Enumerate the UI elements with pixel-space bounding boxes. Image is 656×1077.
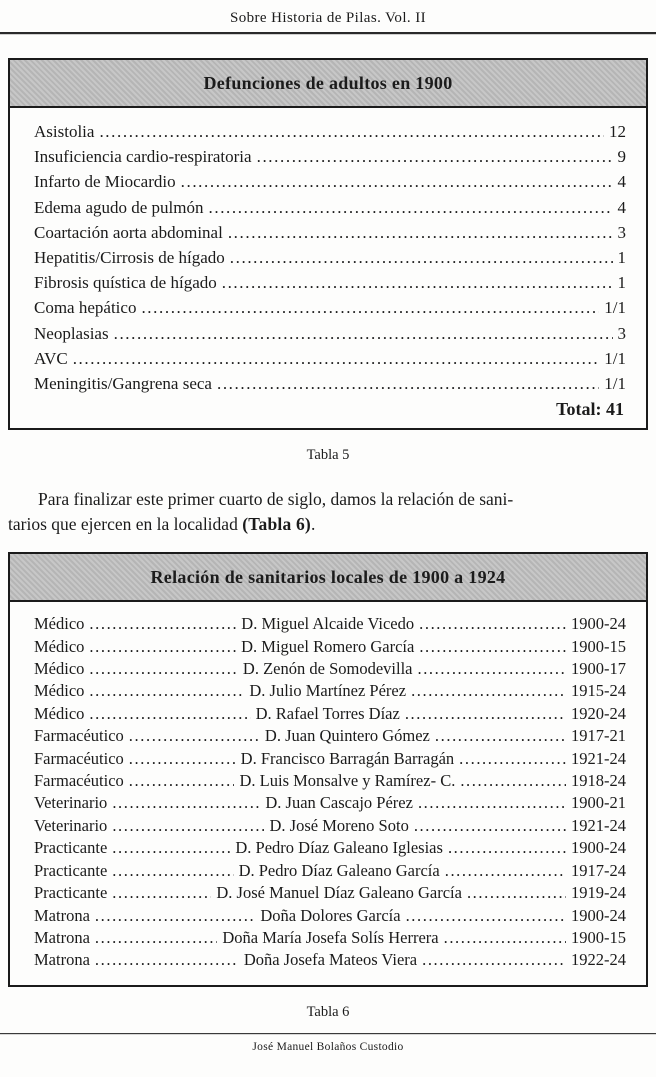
table-row <box>34 882 626 904</box>
page-title: Sobre Historia de Pilas. Vol. II <box>230 10 426 26</box>
years-value: 1917-21 <box>571 726 627 746</box>
role-label: Médico <box>34 636 85 656</box>
person-name: D. Miguel Alcaide Vicedo <box>241 614 415 634</box>
dot-leader <box>435 725 566 747</box>
dot-leader <box>414 815 566 837</box>
role-label: Practicante <box>34 883 108 903</box>
dot-leader <box>89 703 250 725</box>
dot-leader <box>99 119 604 144</box>
table-row <box>34 346 626 371</box>
table5-title-bar <box>10 60 646 108</box>
dot-leader <box>406 905 566 927</box>
dot-leader <box>95 905 255 927</box>
dot-leader <box>112 860 233 882</box>
cause-value: 1 <box>617 273 626 293</box>
person-name: Doña María Josefa Solís Herrera <box>222 927 439 947</box>
role-label: Farmacéutico <box>34 748 124 768</box>
table-row <box>34 905 626 927</box>
person-name: D. Juan Cascajo Pérez <box>265 793 413 813</box>
role-label: Farmacéutico <box>34 771 124 791</box>
dot-leader <box>419 636 566 658</box>
table-row <box>34 636 626 658</box>
years-value: 1920-24 <box>571 703 627 723</box>
table-row <box>34 144 626 169</box>
table5-body <box>10 108 646 428</box>
role-label: Matrona <box>34 905 90 925</box>
table-row <box>34 119 626 144</box>
dot-leader <box>89 658 238 680</box>
table-row <box>34 748 626 770</box>
table-row <box>34 169 626 194</box>
cause-label: Meningitis/Gangrena seca <box>34 374 212 394</box>
dot-leader <box>89 613 236 635</box>
table6-caption: Tabla 6 <box>306 1003 350 1020</box>
years-value: 1900-24 <box>571 614 626 634</box>
table5-box <box>8 58 648 430</box>
table5-title: Defunciones de adultos en 1900 <box>203 73 453 93</box>
page-footer <box>0 1033 656 1077</box>
dot-leader <box>112 792 260 814</box>
role-label: Médico <box>34 703 85 723</box>
role-label: Veterinario <box>34 815 108 835</box>
person-name: D. Luis Monsalve y Ramírez- C. <box>239 771 456 791</box>
dot-leader <box>112 815 264 837</box>
role-label: Farmacéutico <box>34 726 124 746</box>
footer-rule <box>0 1033 656 1034</box>
years-value: 1917-24 <box>571 860 627 880</box>
role-label: Matrona <box>34 927 90 947</box>
cause-value: 4 <box>617 172 626 192</box>
person-name: D. Juan Quintero Gómez <box>264 726 430 746</box>
header-rule <box>0 32 656 34</box>
cause-label: AVC <box>34 348 68 368</box>
role-label: Médico <box>34 681 85 701</box>
table6-title-bar <box>10 554 646 602</box>
cause-value: 1/1 <box>604 374 626 394</box>
dot-leader <box>405 703 566 725</box>
dot-leader <box>181 169 613 194</box>
table-row <box>34 949 626 971</box>
dot-leader <box>129 770 235 792</box>
dot-leader <box>217 371 599 396</box>
table-row <box>34 321 626 346</box>
table-row <box>34 860 626 882</box>
person-name: Doña Josefa Mateos Viera <box>243 950 418 970</box>
person-name: D. Zenón de Somodevilla <box>242 659 413 679</box>
paragraph-line2: tarios que ejercen en la localidad <box>8 514 243 535</box>
person-name: D. José Manuel Díaz Galeano García <box>216 883 462 903</box>
paragraph-table-ref: (Tabla 6) <box>242 514 311 535</box>
table-row <box>34 220 626 245</box>
table-row <box>34 245 626 270</box>
dot-leader <box>73 346 600 371</box>
cause-value: 3 <box>617 222 626 242</box>
years-value: 1919-24 <box>571 883 626 903</box>
table6-body <box>10 602 646 985</box>
dot-leader <box>141 295 599 320</box>
person-name: D. Pedro Díaz Galeano García <box>238 860 440 880</box>
person-name: D. Rafael Torres Díaz <box>255 703 400 723</box>
person-name: D. Francisco Barragán Barragán <box>240 748 455 768</box>
table-row <box>34 725 626 747</box>
table-row <box>34 927 626 949</box>
table-row <box>34 837 626 859</box>
dot-leader <box>89 636 236 658</box>
years-value: 1900-24 <box>571 838 627 858</box>
page-header <box>0 0 656 34</box>
role-label: Practicante <box>34 838 108 858</box>
person-name: D. Julio Martínez Pérez <box>249 681 407 701</box>
dot-leader <box>445 860 566 882</box>
role-label: Practicante <box>34 860 108 880</box>
table-row <box>34 658 626 680</box>
cause-value: 12 <box>609 122 626 141</box>
table-row <box>34 270 626 295</box>
cause-value: 1/1 <box>604 298 626 318</box>
intro-paragraph <box>8 487 646 537</box>
years-value: 1921-24 <box>571 815 626 835</box>
dot-leader <box>257 144 613 169</box>
footer-author: José Manuel Bolaños Custodio <box>252 1041 404 1053</box>
dot-leader <box>129 748 236 770</box>
dot-leader <box>228 220 613 245</box>
cause-value: 4 <box>617 197 626 217</box>
years-value: 1900-21 <box>571 793 627 813</box>
table-row <box>34 815 626 837</box>
total-label: Total: 41 <box>556 399 624 420</box>
table6-box <box>8 552 648 987</box>
table-row <box>34 770 626 792</box>
table-row <box>34 613 626 635</box>
cause-label: Asistolia <box>34 122 95 141</box>
dot-leader <box>418 792 566 814</box>
cause-value: 9 <box>617 147 626 167</box>
years-value: 1922-24 <box>571 950 626 970</box>
cause-label: Coartación aorta abdominal <box>34 222 223 242</box>
table-row <box>34 703 626 725</box>
role-label: Médico <box>34 614 85 634</box>
cause-value: 1/1 <box>604 348 626 368</box>
cause-label: Insuficiencia cardio-respiratoria <box>34 147 252 167</box>
dot-leader <box>417 658 566 680</box>
years-value: 1900-24 <box>571 905 627 925</box>
dot-leader <box>222 270 613 295</box>
dot-leader <box>467 882 566 904</box>
dot-leader <box>459 748 566 770</box>
dot-leader <box>112 882 211 904</box>
cause-label: Coma hepático <box>34 298 137 318</box>
table-row <box>34 371 626 396</box>
years-value: 1918-24 <box>571 771 627 791</box>
role-label: Médico <box>34 659 85 679</box>
paragraph-line1: Para finalizar este primer cuarto de siglo, damos la relación de sani- <box>38 489 514 510</box>
years-value: 1900-17 <box>571 659 626 679</box>
dot-leader <box>411 680 566 702</box>
cause-value: 1 <box>617 248 626 268</box>
cause-value: 3 <box>617 323 626 343</box>
years-value: 1915-24 <box>571 681 627 701</box>
table6-title: Relación de sanitarios locales de 1900 a 1924 <box>150 567 506 588</box>
cause-label: Hepatitis/Cirrosis de hígado <box>34 248 225 268</box>
cause-label: Neoplasias <box>34 323 109 343</box>
dot-leader <box>230 245 613 270</box>
dot-leader <box>422 949 566 971</box>
dot-leader <box>448 837 566 859</box>
person-name: Doña Dolores García <box>260 905 401 925</box>
role-label: Veterinario <box>34 793 108 813</box>
table-row <box>34 295 626 320</box>
table-row <box>34 680 626 702</box>
table-row <box>34 195 626 220</box>
dot-leader <box>419 613 566 635</box>
dot-leader <box>444 927 566 949</box>
paragraph-period: . <box>310 514 316 535</box>
role-label: Matrona <box>34 950 90 970</box>
person-name: D. Miguel Romero García <box>241 636 415 656</box>
years-value: 1900-15 <box>571 636 627 656</box>
dot-leader <box>209 195 613 220</box>
dot-leader <box>89 680 244 702</box>
person-name: D. Pedro Díaz Galeano Iglesias <box>235 838 443 858</box>
years-value: 1921-24 <box>571 748 627 768</box>
table-row <box>34 792 626 814</box>
dot-leader <box>460 770 566 792</box>
dot-leader <box>95 927 217 949</box>
years-value: 1900-15 <box>571 927 627 947</box>
dot-leader <box>112 837 230 859</box>
cause-label: Edema agudo de pulmón <box>34 197 204 217</box>
dot-leader <box>95 949 239 971</box>
dot-leader <box>114 321 613 346</box>
dot-leader <box>129 725 260 747</box>
person-name: D. José Moreno Soto <box>269 815 409 835</box>
cause-label: Fibrosis quística de hígado <box>34 273 217 293</box>
cause-label: Infarto de Miocardio <box>34 172 176 192</box>
total-row <box>34 396 626 422</box>
table5-caption: Tabla 5 <box>306 447 350 464</box>
